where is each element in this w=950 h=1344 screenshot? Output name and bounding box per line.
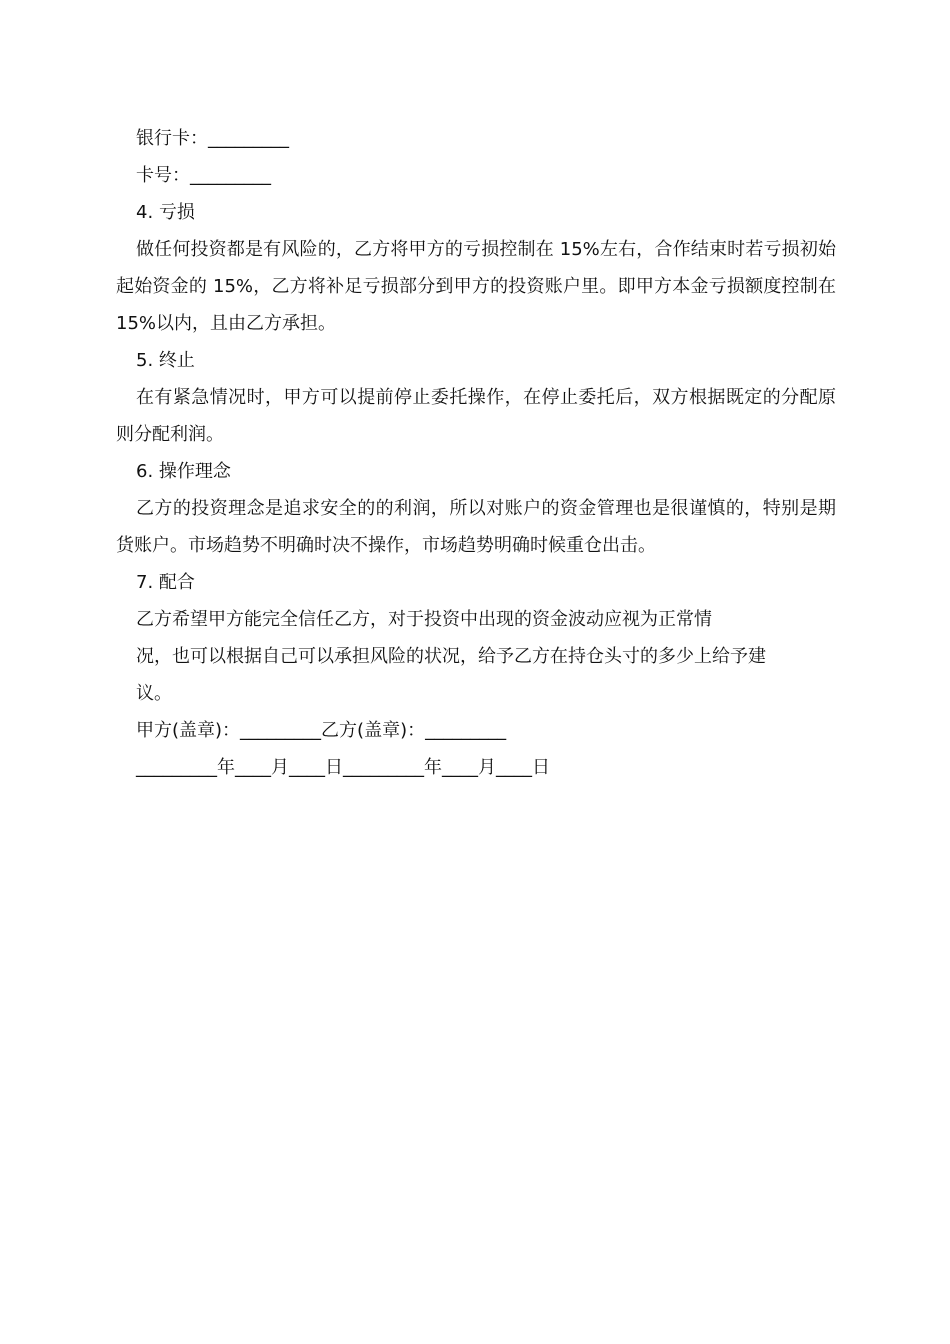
section-body-cooperation-line-1: 乙方希望甲方能完全信任乙方，对于投资中出现的资金波动应视为正常情 xyxy=(136,609,712,630)
card-number-line: 卡号：_________ xyxy=(136,165,271,186)
section-heading-cooperation: 7. 配合 xyxy=(136,572,195,593)
signature-line: 甲方(盖章)：_________乙方(盖章)：_________ xyxy=(136,720,507,741)
section-body-cooperation-line-2: 况，也可以根据自己可以承担风险的状况，给予乙方在持仓头寸的多少上给予建 xyxy=(136,646,766,667)
date-line: _________年____月____日_________年____月____日 xyxy=(136,757,550,778)
section-heading-termination: 5. 终止 xyxy=(136,350,195,371)
section-heading-loss: 4. 亏损 xyxy=(136,202,195,223)
document-body xyxy=(116,120,836,786)
section-body-philosophy: 乙方的投资理念是追求安全的的利润，所以对账户的资金管理也是很谨慎的，特别是期货账户。市场趋势不明确时决不操作，市场趋势明确时候重仓出击。 xyxy=(116,498,836,556)
section-body-termination: 在有紧急情况时，甲方可以提前停止委托操作，在停止委托后，双方根据既定的分配原则分配利润。 xyxy=(116,387,836,445)
section-heading-philosophy: 6. 操作理念 xyxy=(136,461,231,482)
section-body-cooperation-line-3: 议。 xyxy=(136,683,172,704)
bank-card-line: 银行卡：_________ xyxy=(136,128,289,149)
section-body-loss: 做任何投资都是有风险的，乙方将甲方的亏损控制在 15%左右，合作结束时若亏损初始起始资金的 15%，乙方将补足亏损部分到甲方的投资账户里。即甲方本金亏损额度控制在 15%以内，且由乙方承担。 xyxy=(116,239,836,334)
